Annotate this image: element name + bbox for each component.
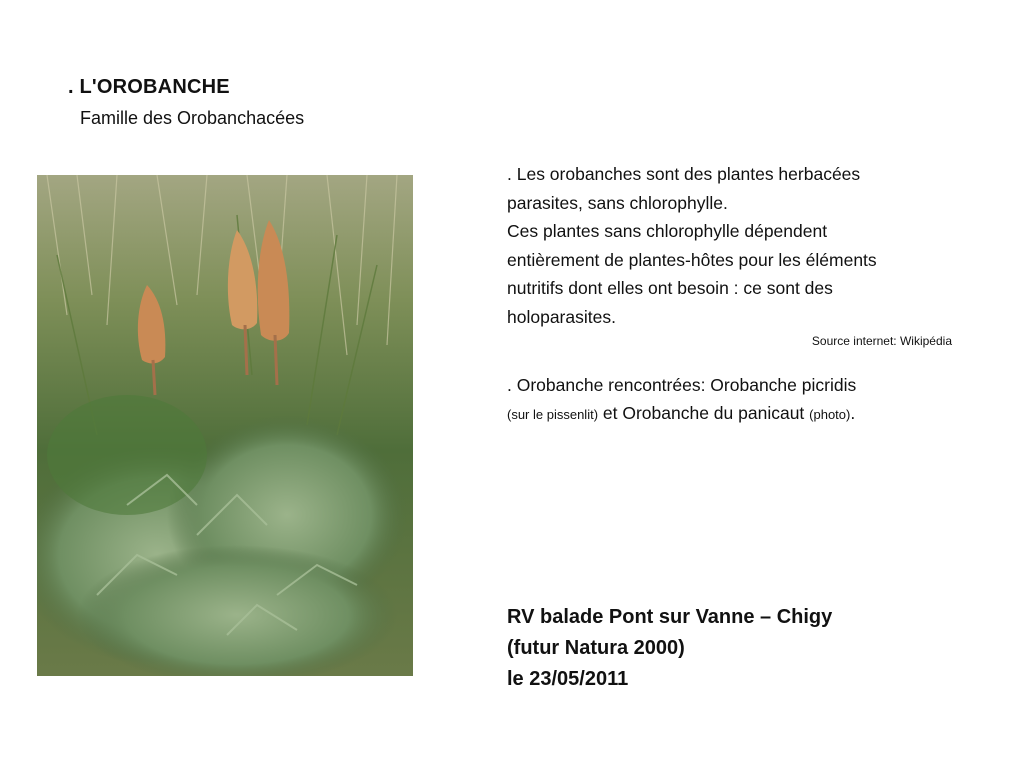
encountered-end: . [850,403,856,424]
plant-photo [37,175,413,676]
plant-photo-image [37,175,413,676]
page-title: . L'OROBANCHE [68,76,230,98]
description-line: . Les orobanches sont des plantes herbacées [507,164,861,184]
event-title: RV balade Pont sur Vanne – Chigy [507,606,833,628]
description-line: parasites, sans chlorophylle. [507,192,728,213]
source-credit: Source internet: Wikipédia [811,333,952,348]
description-line: Ces plantes sans chlorophylle dépendent [507,221,828,242]
description-line: entièrement de plantes-hôtes pour les éléments [507,249,877,270]
encountered-note: (photo) [809,407,851,423]
description-line: holoparasites. [507,306,616,327]
page-subtitle: Famille des Orobanchacées [80,108,305,128]
event-date: le 23/05/2011 [507,668,629,690]
event-footer [507,602,832,695]
event-subtitle: (futur Natura 2000) [507,637,685,659]
encountered-line-2 [507,399,952,430]
encountered-line: . Orobanche rencontrées: Orobanche picridis [507,374,857,395]
encountered-note: (sur le pissenlit) [507,407,599,423]
encountered-text: et Orobanche du panicaut [598,403,810,424]
description-block [507,160,952,430]
description-line: nutritifs dont elles ont besoin : ce sont des [507,278,833,299]
